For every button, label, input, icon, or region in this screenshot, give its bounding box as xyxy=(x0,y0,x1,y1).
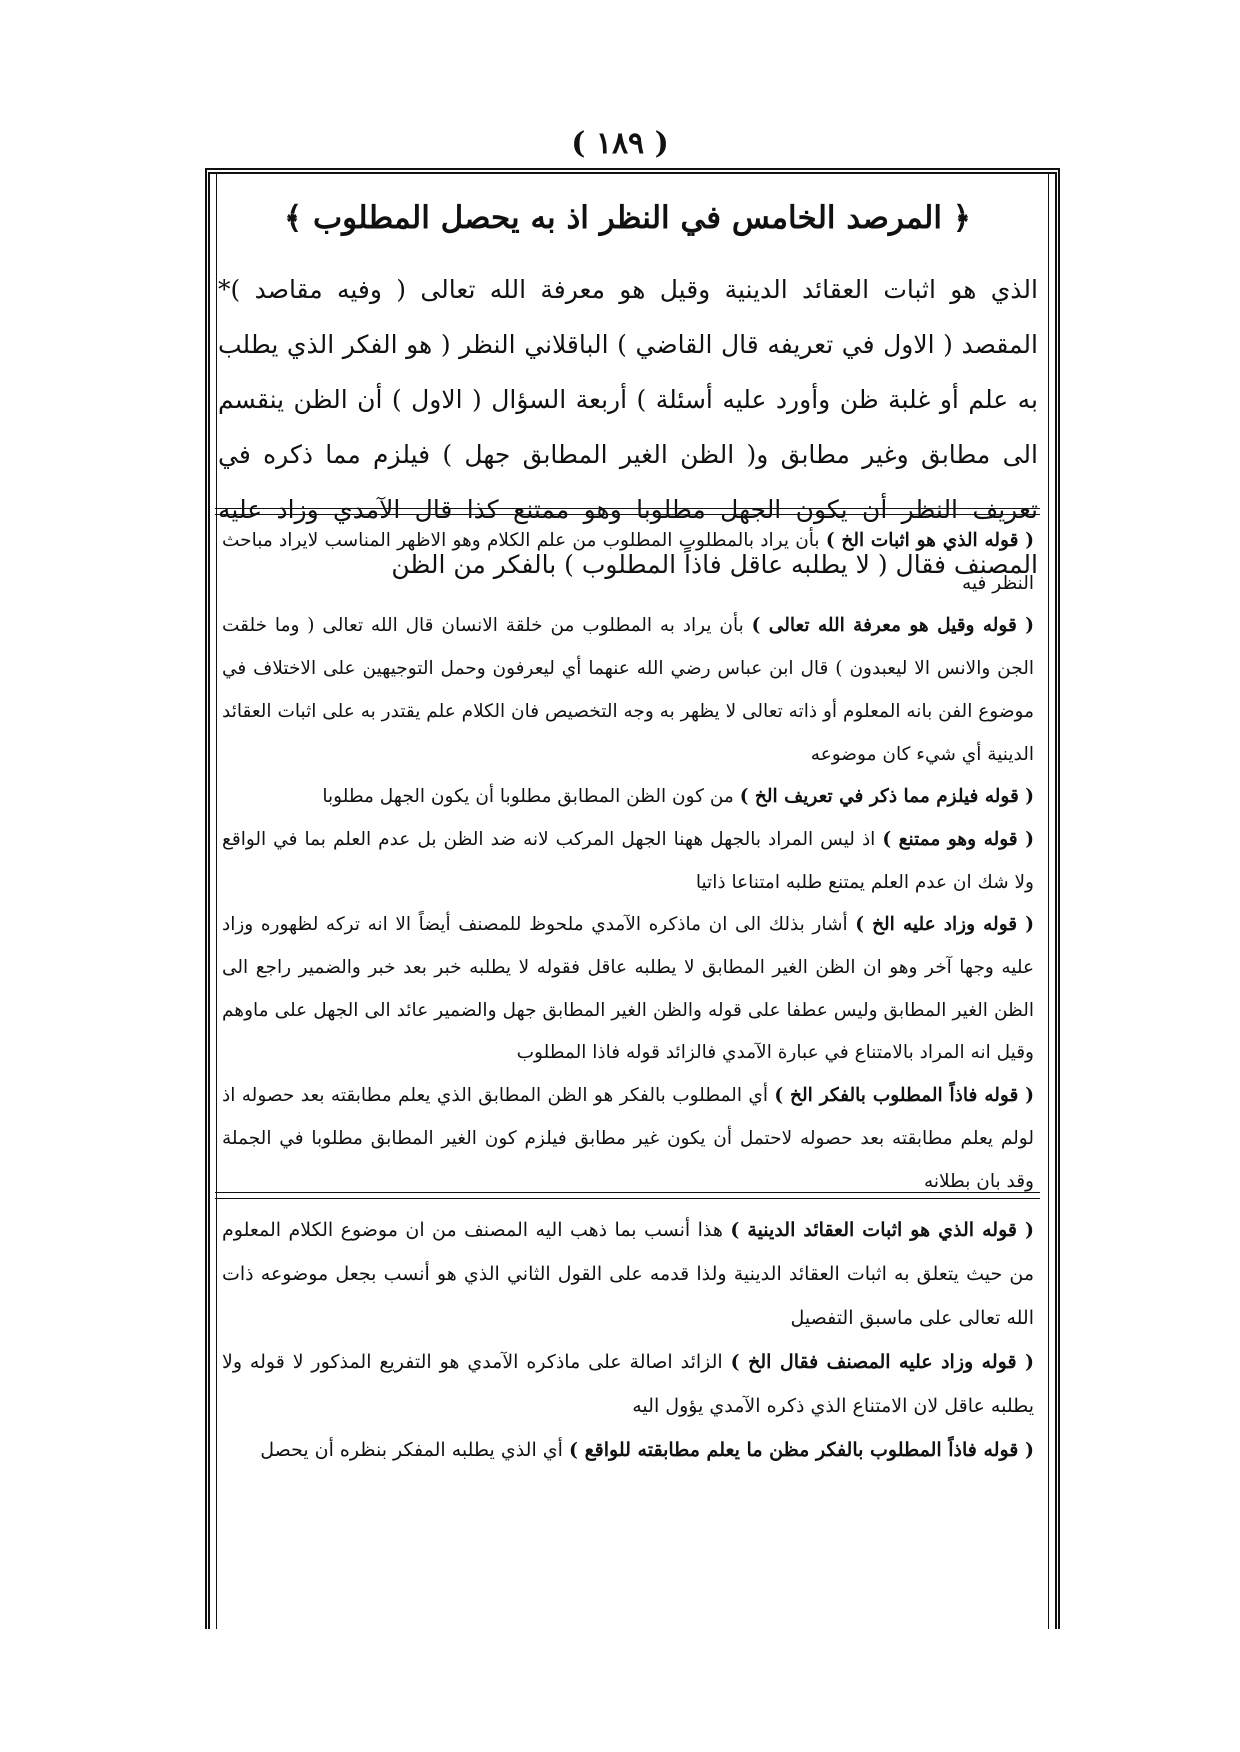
commentary-text: أي الذي يطلبه المفكر بنظره أن يحصل xyxy=(260,1439,569,1461)
divider-2 xyxy=(215,1192,1040,1199)
commentary-lemma: ( قوله الذي هو اثبات الخ ) xyxy=(825,530,1034,551)
commentary-entry xyxy=(222,1075,1034,1203)
section-heading: ﴿ المرصد الخامس في النظر اذ به يحصل المطلوب ﴾ xyxy=(284,200,971,236)
commentary-text: أشار بذلك الى ان ماذكره الآمدي ملحوظ للمصنف أيضاً الا انه تركه لظهوره وزاد عليه وجها آخر وهو ان الظن الغير المطابق لا يطلبه عاقل فقوله لا يطلبه خبر بعد خبر والضمير راجع الى الظن الغير المطابق وليس عطفا على قوله والظن الغير المطابق جهل والضمير عائد الى الجهل على ماوهم وقيل انه المراد بالامتناع في عبارة الآمدي فالزائد قوله فاذا المطلوب xyxy=(222,914,1034,1064)
page-number: ( ١٨٩ ) xyxy=(571,126,669,161)
commentary-entry xyxy=(222,819,1034,904)
commentary-entry xyxy=(222,1340,1034,1428)
commentary-text: بأن يراد به المطلوب من خلقة الانسان قال الله تعالى ( وما خلقت الجن والانس الا ليعبدون ) قال ابن عباس رضي الله عنهما أي ليعرفون وحمل التوجيهين على الاختلاف في موضوع الفن بانه المعلوم أو ذاته تعالى لا يظهر به وجه التخصيص فان الكلام علم يقتدر به على اثبات العقائد الدينية أي شيء كان موضوعه xyxy=(222,615,1034,765)
commentary-text: أي المطلوب بالفكر هو الظن المطابق الذي يعلم مطابقته بعد حصوله اذ لولم يعلم مطابقته بعد حصوله لاحتمل أن يكون غير مطابق فيلزم كون الغير المطابق مطلوبا في الجملة وقد بان بطلانه xyxy=(222,1085,1034,1192)
commentary-entry xyxy=(222,1428,1034,1472)
commentary-entry xyxy=(222,1208,1034,1340)
main-paragraph: الذي هو اثبات العقائد الدينية وقيل هو معرفة الله تعالى ( وفيه مقاصد )* المقصد ( الاول في تعريفه قال القاضي ) الباقلاني النظر ( هو الفكر الذي يطلب به علم أو غلبة ظن وأورد عليه أسئلة ) أربعة السؤال ( الاول ) أن الظن ينقسم الى مطابق وغير مطابق و( الظن الغير المطابق جهل ) فيلزم مما ذكره في تعريف النظر أن يكون الجهل مطلوبا وهو ممتنع كذا قال الآمدي وزاد عليه المصنف فقال ( لا يطلبه عاقل فاذاً المطلوب ) بالفكر من الظن xyxy=(218,275,1038,579)
commentary-block-2 xyxy=(222,1208,1034,1472)
commentary-lemma: ( قوله وزاد عليه الخ ) xyxy=(855,914,1034,936)
commentary-lemma: ( قوله فاذاً المطلوب بالفكر مظن ما يعلم مطابقته للواقع ) xyxy=(568,1439,1034,1461)
commentary-lemma: ( قوله وقيل هو معرفة الله تعالى ) xyxy=(751,615,1034,637)
commentary-text: الزائد اصالة على ماذكره الآمدي هو التفريع المذكور لا قوله ولا يطلبه عاقل لان الامتناع الذي ذكره الآمدي يؤول اليه xyxy=(222,1351,1034,1417)
commentary-lemma: ( قوله الذي هو اثبات العقائد الدينية ) xyxy=(730,1219,1034,1241)
commentary-entry xyxy=(222,776,1034,819)
commentary-entry xyxy=(222,904,1034,1075)
commentary-block-1 xyxy=(222,520,1034,1203)
commentary-lemma: ( قوله فاذاً المطلوب بالفكر الخ ) xyxy=(774,1085,1034,1107)
commentary-lemma: ( قوله وهو ممتنع ) xyxy=(882,828,1034,850)
commentary-text: هذا أنسب بما ذهب اليه المصنف من ان موضوع الكلام المعلوم من حيث يتعلق به اثبات العقائد الدينية ولذا قدمه على القول الثاني الذي هو أنسب بجعل موضوعه ذات الله تعالى على ماسبق التفصيل xyxy=(222,1219,1034,1329)
commentary-lemma: ( قوله فيلزم مما ذكر في تعريف الخ ) xyxy=(739,786,1034,808)
commentary-text: بأن يراد بالمطلوب المطلوب من علم الكلام وهو الاظهر المناسب لايراد مباحث النظر فيه xyxy=(222,530,1034,594)
commentary-text: من كون الظن المطابق مطلوبا أن يكون الجهل مطلوبا xyxy=(322,786,740,808)
divider-1 xyxy=(215,508,1040,515)
commentary-entry xyxy=(222,605,1034,776)
commentary-entry xyxy=(222,520,1034,605)
commentary-lemma: ( قوله وزاد عليه المصنف فقال الخ ) xyxy=(730,1351,1034,1373)
commentary-text: اذ ليس المراد بالجهل ههنا الجهل المركب لانه ضد الظن بل عدم العلم بما في الواقع ولا شك ان عدم العلم يمتنع طلبه امتناعا ذاتيا xyxy=(222,828,1034,893)
